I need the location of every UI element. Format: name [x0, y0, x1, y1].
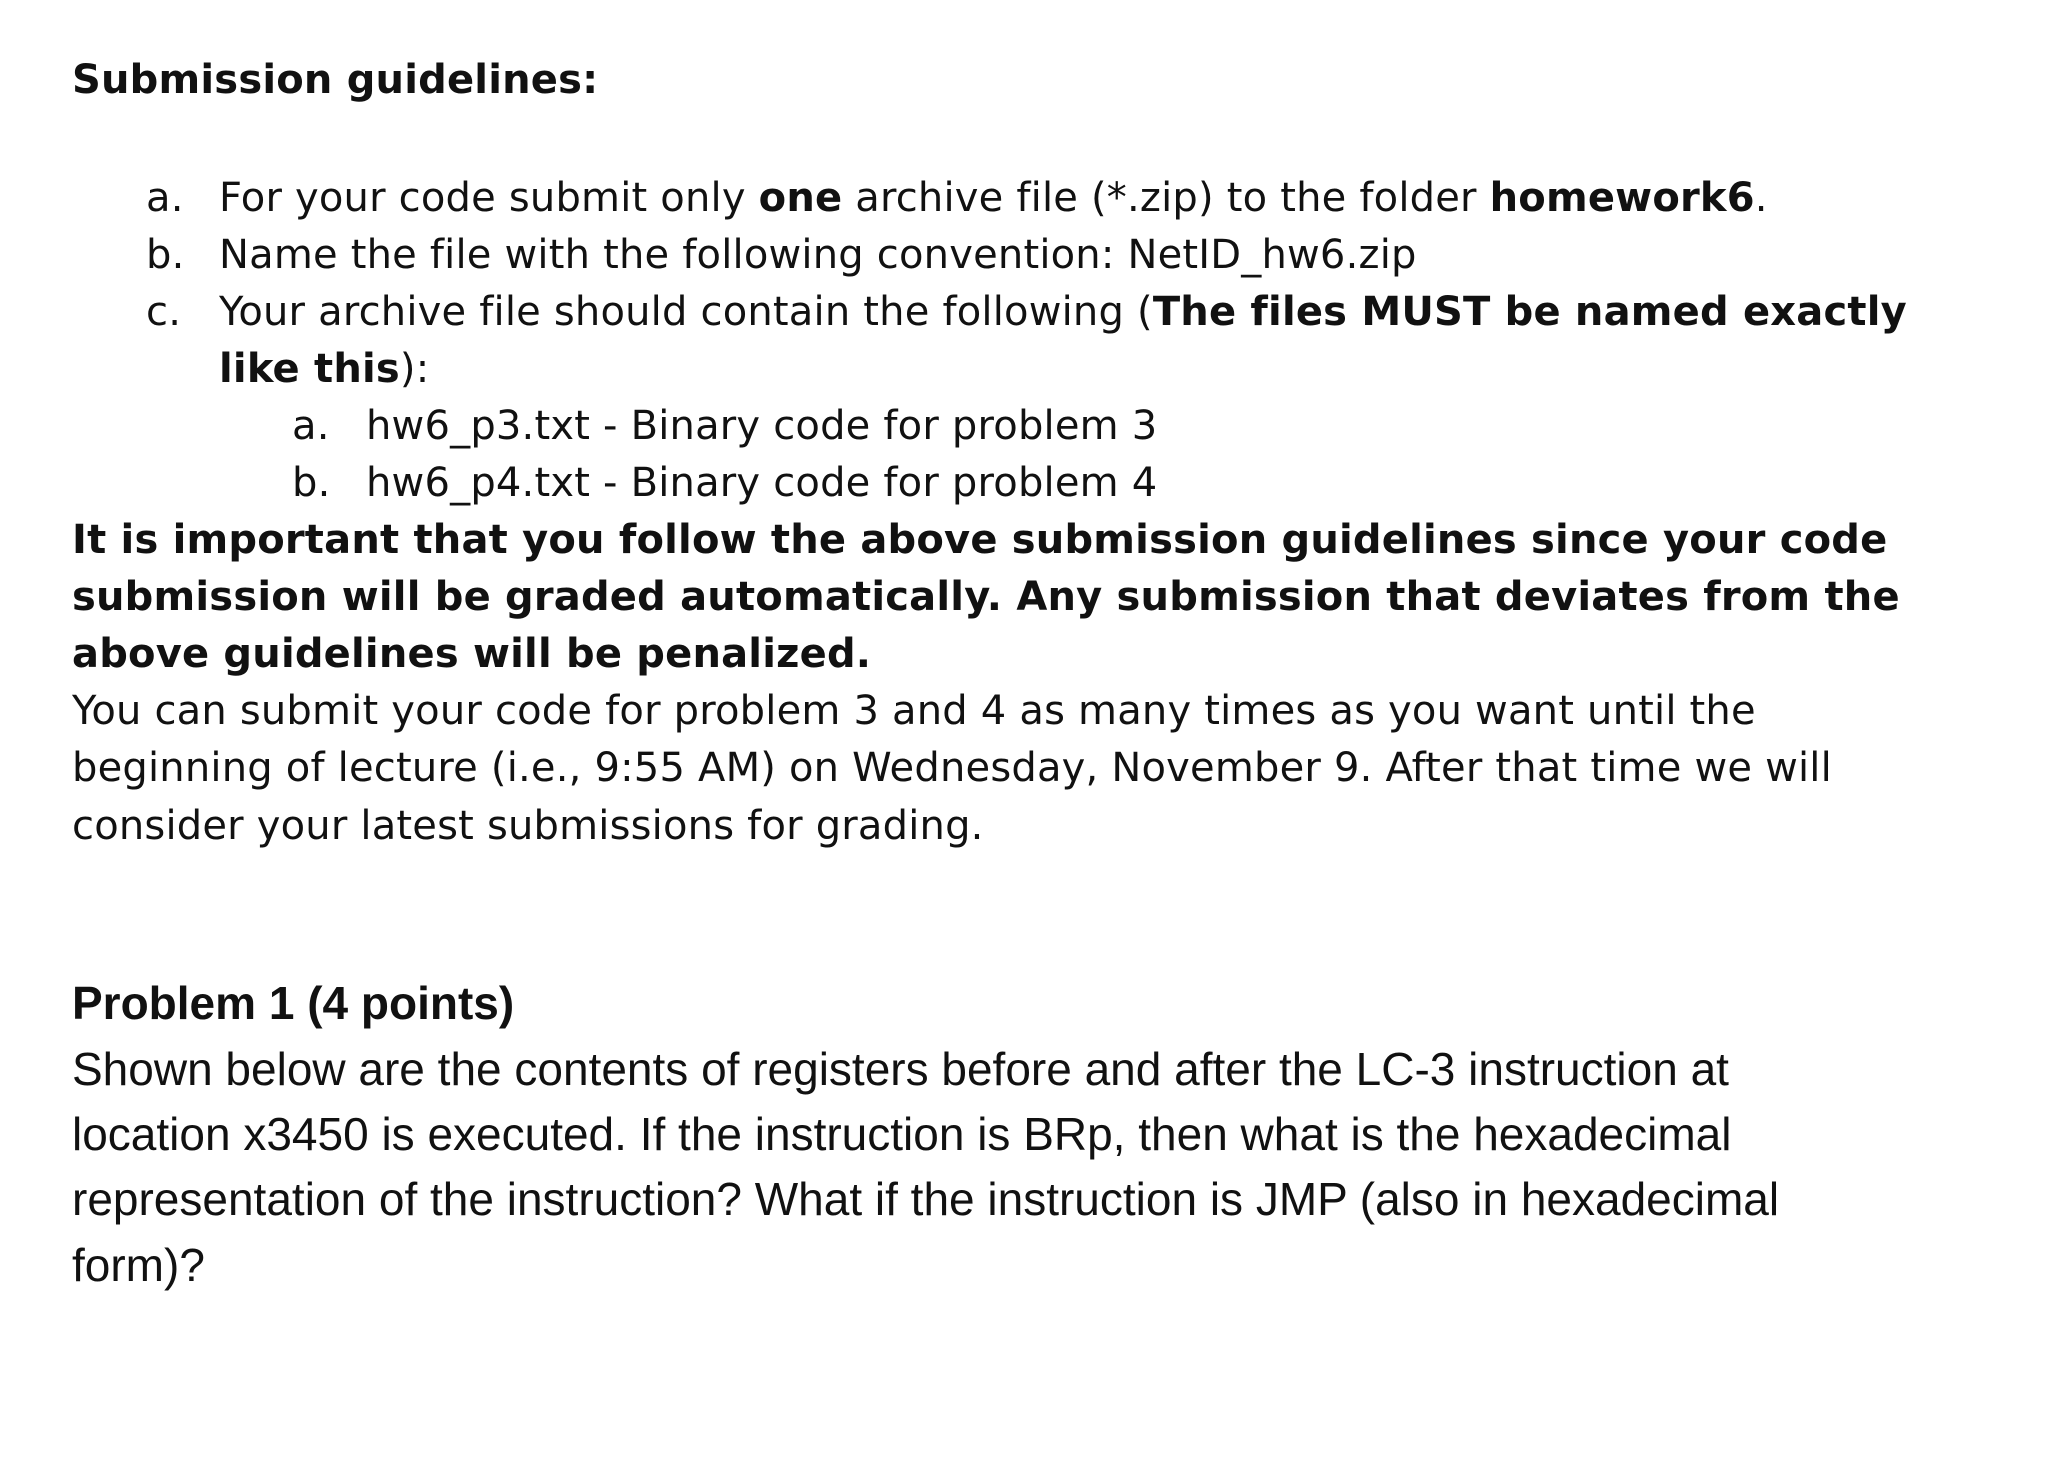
guideline-a-bold-1: one: [758, 175, 843, 221]
subitem-hw6-p3: hw6_p3.txt - Binary code for problem 3: [366, 403, 1158, 449]
guideline-c-bold-1: The files MUST be named exactly: [1152, 289, 1907, 335]
list-marker-a: a.: [146, 175, 184, 221]
guideline-item-c-cont: [219, 346, 430, 392]
warning-line: It is important that you follow the above submission guidelines since your code: [72, 517, 1888, 563]
submission-heading: Submission guidelines:: [72, 57, 599, 103]
warning-line: above guidelines will be penalized.: [72, 631, 872, 677]
guideline-a-bold-2: homework6: [1489, 175, 1755, 221]
guideline-c-text-1: Your archive file should contain the following (: [219, 289, 1153, 335]
sublist-marker-a: a.: [292, 403, 330, 449]
subitem-hw6-p4: hw6_p4.txt - Binary code for problem 4: [366, 460, 1158, 506]
guideline-a-text-3: .: [1754, 175, 1768, 221]
problem-1-line: representation of the instruction? What if the instruction is JMP (also in hexadecimal: [72, 1173, 1780, 1225]
problem-1-line: location x3450 is executed. If the instruction is BRp, then what is the hexadecimal: [72, 1108, 1732, 1160]
guideline-item-b: Name the file with the following convention: NetID_hw6.zip: [219, 232, 1417, 278]
list-marker-b: b.: [146, 232, 185, 278]
guideline-a-text-2: archive file (*.zip) to the folder: [842, 175, 1490, 221]
sublist-marker-b: b.: [292, 460, 331, 506]
problem-1-line: form)?: [72, 1239, 205, 1291]
guideline-item-c: [219, 289, 1907, 335]
guideline-c-text-2: ):: [399, 346, 430, 392]
note-line: beginning of lecture (i.e., 9:55 AM) on Wednesday, November 9. After that time we will: [72, 745, 1832, 791]
guideline-a-text-1: For your code submit only: [219, 175, 759, 221]
note-line: You can submit your code for problem 3 and 4 as many times as you want until the: [72, 688, 1756, 734]
warning-line: submission will be graded automatically. Any submission that deviates from the: [72, 574, 1900, 620]
problem-1-line: Shown below are the contents of registers before and after the LC-3 instruction at: [72, 1043, 1729, 1095]
note-line: consider your latest submissions for grading.: [72, 803, 984, 849]
list-marker-c: c.: [146, 289, 182, 335]
guideline-item-a: [219, 175, 1768, 221]
problem-1-title: Problem 1 (4 points): [72, 977, 515, 1029]
guideline-c-bold-2: like this: [219, 346, 400, 392]
